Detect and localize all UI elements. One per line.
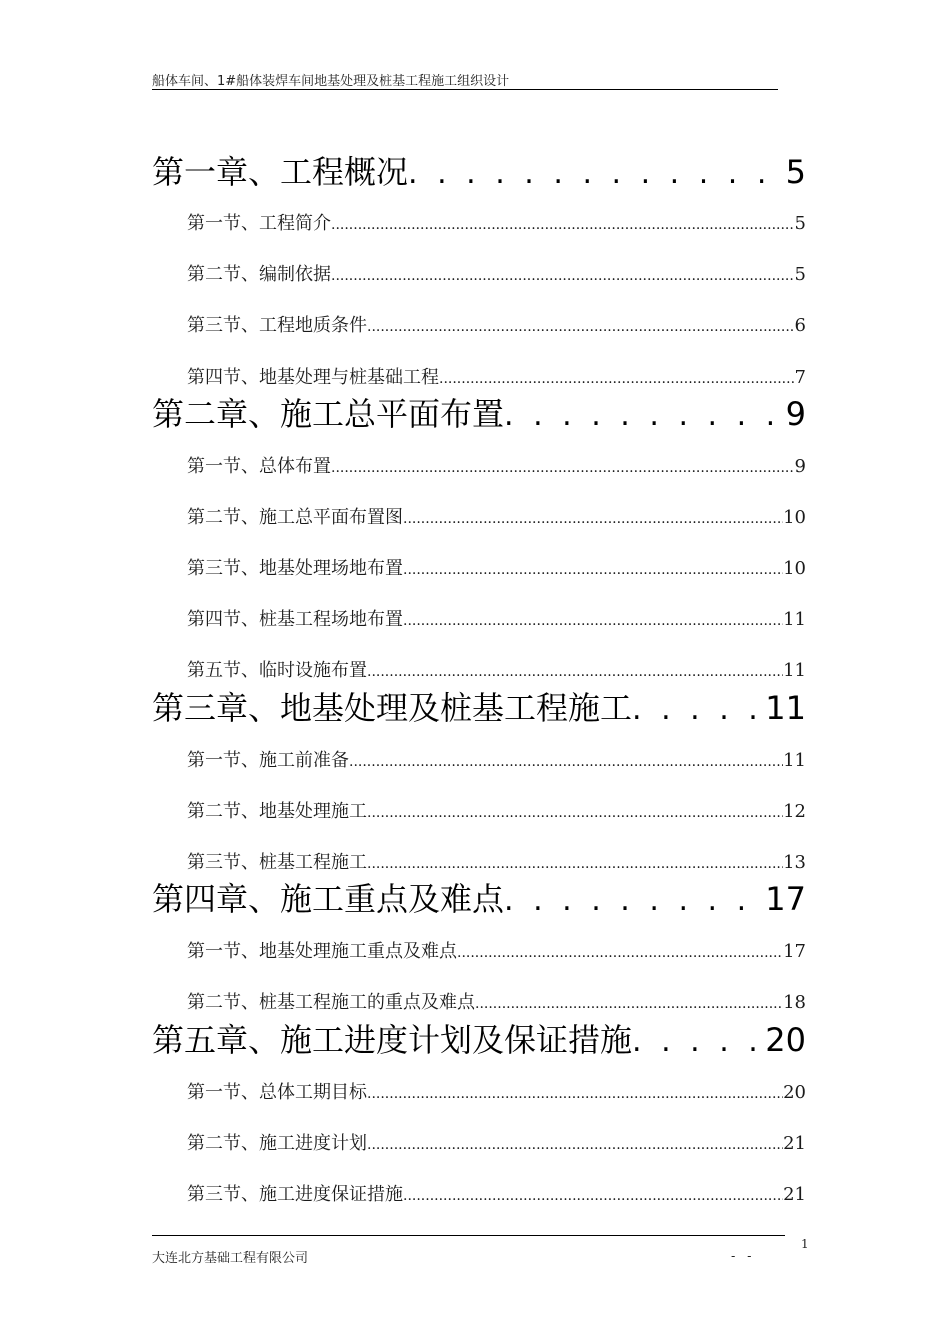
dot-leader bbox=[632, 690, 765, 730]
toc-title: 第五章、施工进度计划及保证措施 bbox=[152, 1021, 633, 1059]
footer-rule bbox=[152, 1235, 785, 1236]
toc-chapter-4[interactable] bbox=[152, 879, 806, 919]
toc-page-number: 18 bbox=[783, 992, 806, 1013]
toc-page-number: 11 bbox=[783, 609, 806, 630]
toc-title: 第四节、桩基工程场地布置 bbox=[187, 609, 403, 630]
dot-leader bbox=[403, 507, 783, 531]
toc-page-number: 10 bbox=[783, 507, 806, 528]
toc-section[interactable] bbox=[187, 1132, 806, 1156]
dot-leader bbox=[403, 1184, 783, 1208]
toc-title: 第二节、地基处理施工 bbox=[187, 801, 367, 822]
toc-title: 第二节、编制依据 bbox=[187, 264, 331, 285]
dot-leader bbox=[331, 213, 795, 237]
toc-title: 第二章、施工总平面布置 bbox=[152, 395, 505, 433]
footer-company: 大连北方基础工程有限公司 bbox=[152, 1251, 309, 1266]
toc-section[interactable] bbox=[187, 212, 806, 236]
toc-title: 第三节、工程地质条件 bbox=[187, 315, 367, 336]
toc-page-number: 11 bbox=[783, 660, 806, 681]
toc-title: 第二节、施工总平面布置图 bbox=[187, 507, 403, 528]
toc-section[interactable] bbox=[187, 263, 806, 287]
header-rule bbox=[152, 89, 778, 90]
dot-leader bbox=[632, 1022, 765, 1062]
toc-page-number: 10 bbox=[783, 558, 806, 579]
toc-section[interactable] bbox=[187, 851, 806, 875]
dot-leader bbox=[475, 992, 783, 1016]
toc-title: 第五节、临时设施布置 bbox=[187, 660, 367, 681]
toc-chapter-2[interactable] bbox=[152, 394, 806, 434]
toc-page-number: 21 bbox=[783, 1184, 806, 1205]
toc-title: 第三节、施工进度保证措施 bbox=[187, 1184, 403, 1205]
toc-title: 第三节、桩基工程施工 bbox=[187, 852, 367, 873]
dot-leader bbox=[439, 367, 795, 391]
dot-leader bbox=[504, 881, 765, 921]
toc-title: 第一章、工程概况 bbox=[152, 153, 409, 191]
toc-page-number: 11 bbox=[765, 689, 806, 727]
toc-section[interactable] bbox=[187, 366, 806, 390]
toc-chapter-5[interactable] bbox=[152, 1020, 806, 1060]
toc-page-number: 17 bbox=[765, 880, 806, 918]
toc-title: 第三章、地基处理及桩基工程施工 bbox=[152, 689, 633, 727]
toc-page-number: 20 bbox=[765, 1021, 806, 1059]
dot-leader bbox=[403, 558, 783, 582]
toc-section[interactable] bbox=[187, 749, 806, 773]
toc-page-number: 5 bbox=[794, 264, 806, 285]
page-number: 1 bbox=[801, 1237, 809, 1251]
dot-leader bbox=[367, 1133, 783, 1157]
toc-title: 第二节、施工进度计划 bbox=[187, 1133, 367, 1154]
toc-section[interactable] bbox=[187, 940, 806, 964]
toc-chapter-3[interactable] bbox=[152, 688, 806, 728]
toc-title: 第二节、桩基工程施工的重点及难点 bbox=[187, 992, 475, 1013]
toc-section[interactable] bbox=[187, 800, 806, 824]
toc-page-number: 20 bbox=[783, 1082, 806, 1103]
toc-page-number: 5 bbox=[785, 153, 806, 191]
toc-section[interactable] bbox=[187, 659, 806, 683]
toc-title: 第一节、施工前准备 bbox=[187, 750, 349, 771]
dot-leader bbox=[504, 396, 786, 436]
dot-leader bbox=[331, 264, 795, 288]
toc-section[interactable] bbox=[187, 557, 806, 581]
toc-page-number: 5 bbox=[794, 213, 806, 234]
dot-leader bbox=[331, 456, 795, 480]
dot-leader bbox=[367, 852, 783, 876]
dot-leader bbox=[367, 801, 783, 825]
toc-chapter-1[interactable] bbox=[152, 152, 806, 192]
running-header: 船体车间、1#船体装焊车间地基处理及桩基工程施工组织设计 bbox=[152, 74, 510, 89]
dot-leader bbox=[367, 660, 783, 684]
toc-title: 第三节、地基处理场地布置 bbox=[187, 558, 403, 579]
dot-leader bbox=[367, 315, 795, 339]
toc-title: 第四章、施工重点及难点 bbox=[152, 880, 505, 918]
toc-section[interactable] bbox=[187, 314, 806, 338]
toc-page-number: 12 bbox=[783, 801, 806, 822]
toc-section[interactable] bbox=[187, 608, 806, 632]
toc-title: 第一节、地基处理施工重点及难点 bbox=[187, 941, 457, 962]
toc-title: 第一节、总体布置 bbox=[187, 456, 331, 477]
toc-section[interactable] bbox=[187, 1183, 806, 1207]
dot-leader bbox=[457, 941, 783, 965]
toc-section[interactable] bbox=[187, 455, 806, 479]
dot-leader bbox=[349, 750, 783, 774]
toc-page-number: 17 bbox=[783, 941, 806, 962]
dot-leader bbox=[403, 609, 783, 633]
toc-section[interactable] bbox=[187, 506, 806, 530]
toc-page-number: 13 bbox=[783, 852, 806, 873]
toc-section[interactable] bbox=[187, 991, 806, 1015]
toc-title: 第一节、工程简介 bbox=[187, 213, 331, 234]
toc-title: 第四节、地基处理与桩基础工程 bbox=[187, 367, 439, 388]
dot-leader bbox=[367, 1082, 783, 1106]
toc-section[interactable] bbox=[187, 1081, 806, 1105]
footer-dash: - - bbox=[731, 1249, 756, 1263]
toc-page-number: 9 bbox=[794, 456, 806, 477]
dot-leader bbox=[408, 154, 786, 194]
toc-page-number: 11 bbox=[783, 750, 806, 771]
toc-page-number: 9 bbox=[785, 395, 806, 433]
toc-title: 第一节、总体工期目标 bbox=[187, 1082, 367, 1103]
toc-page-number: 6 bbox=[794, 315, 806, 336]
toc-page-number: 7 bbox=[794, 367, 806, 388]
toc-page-number: 21 bbox=[783, 1133, 806, 1154]
